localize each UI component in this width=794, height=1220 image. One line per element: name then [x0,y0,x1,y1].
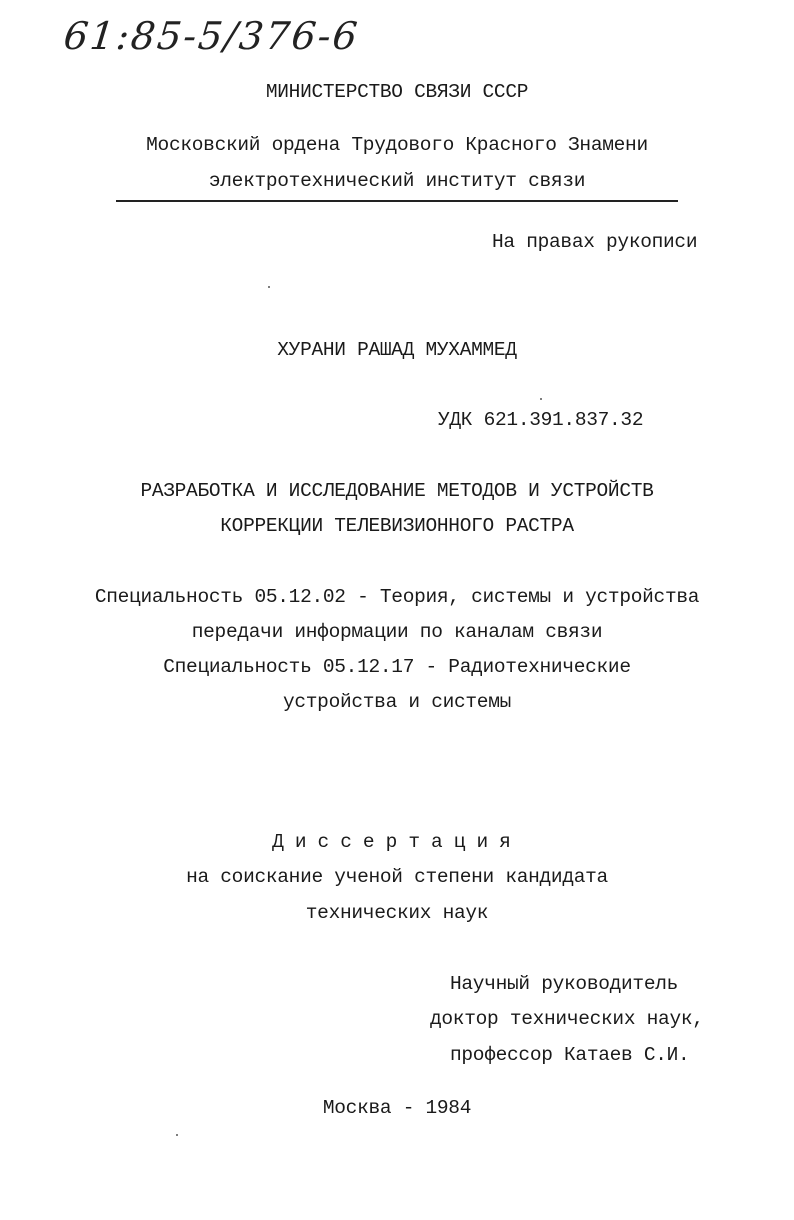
scan-speck [176,1134,178,1136]
header-divider [116,200,678,202]
dissertation-line-3: технических наук [305,902,489,924]
scan-speck [268,286,270,288]
place-year: Москва - 1984 [322,1097,472,1119]
scan-speck [540,398,542,400]
institute-line-1: Московский ордена Трудового Красного Знамени [146,134,648,156]
dissertation-heading: Диссертация [272,831,522,853]
supervisor-line-2: доктор технических наук, [430,1008,704,1030]
specialty-line-1: Специальность 05.12.02 - Теория, системы и устройства [94,586,700,608]
title-line-1: РАЗРАБОТКА И ИССЛЕДОВАНИЕ МЕТОДОВ И УСТРОЙСТВ [140,480,654,502]
ministry-heading: МИНИСТЕРСТВО СВЯЗИ СССР [265,81,529,103]
supervisor-line-3: профессор Катаев С.И. [450,1044,690,1066]
specialty-line-3: Специальность 05.12.17 - Радиотехнические [163,656,631,678]
title-line-2: КОРРЕКЦИИ ТЕЛЕВИЗИОННОГО РАСТРА [220,515,574,537]
manuscript-rights: На правах рукописи [492,231,698,253]
dissertation-line-2: на соискание ученой степени кандидата [186,866,608,888]
author-name: ХУРАНИ РАШАД МУХАММЕД [277,339,517,361]
specialty-line-4: устройства и системы [282,691,512,713]
specialty-line-2: передачи информации по каналам связи [191,621,603,643]
institute-line-2: электротехнический институт связи [208,170,586,192]
supervisor-line-1: Научный руководитель [450,973,679,995]
archive-code: 61:85-5/376-6 [61,14,362,58]
udc-code: УДК 621.391.837.32 [438,409,644,431]
